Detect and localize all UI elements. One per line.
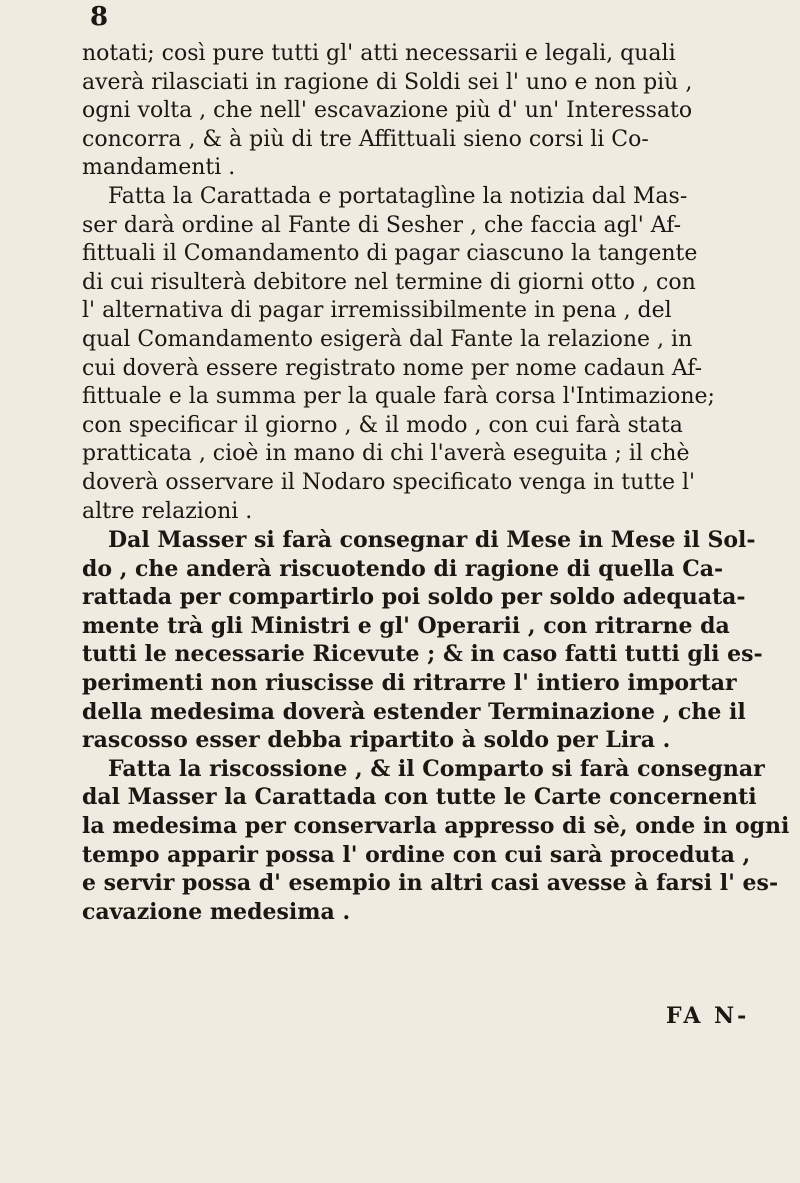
text-line: Fatta la Carattada e portataglìne la notizia dal Mas- — [108, 183, 688, 209]
text-line: la medesima per conservarla appresso di sè, onde in ogni — [82, 813, 790, 840]
text-line: ser darà ordine al Fante di Sesher , che faccia agl' Af- — [82, 212, 682, 238]
text-line: di cui risulterà debitore nel termine di giorni otto , con — [82, 269, 696, 295]
text-line: fittuale e la summa per la quale farà corsa l'Intimazione; — [82, 384, 715, 410]
text-line: tutti le necessarie Ricevute ; & in caso fatti tutti gli es- — [82, 641, 763, 668]
text-line: cavazione medesima . — [82, 898, 351, 925]
text-line: della medesima doverà estender Terminazione , che il — [82, 698, 746, 725]
text-line: mente trà gli Ministri e gl' Operarii , con ritrarne da — [82, 612, 730, 639]
page-number: 8 — [90, 2, 109, 32]
text-line: dal Masser la Carattada con tutte le Carte concernenti — [82, 784, 757, 811]
text-line: Fatta la riscossione , & il Comparto si farà consegnar — [108, 755, 765, 782]
text-line: pratticata , cioè in mano di chi l'averà eseguita ; il chè — [82, 441, 690, 467]
text-line: qual Comandamento esigerà dal Fante la relazione , in — [82, 326, 693, 352]
body-text — [82, 40, 790, 926]
paragraph — [82, 40, 772, 183]
paragraph — [82, 755, 790, 927]
paragraph — [82, 183, 772, 526]
text-line: tempo apparir possa l' ordine con cui sarà proceduta , — [82, 841, 751, 868]
text-line: fittuali il Comandamento di pagar ciascuno la tangente — [82, 241, 698, 267]
paragraph — [82, 526, 772, 755]
text-line: notati; così pure tutti gl' atti necessarii e legali, quali — [82, 41, 676, 66]
text-line: do , che anderà riscuotendo di ragione di quella Ca- — [82, 555, 724, 582]
text-line: Dal Masser si farà consegnar di Mese in Mese il Sol- — [108, 527, 756, 554]
text-line: altre relazioni . — [82, 498, 253, 524]
text-line: averà rilasciati in ragione di Soldi sei l' uno e non più , — [82, 69, 693, 95]
text-line: l' alternativa di pagar irremissibilmente in pena , del — [82, 298, 672, 324]
text-line: mandamenti . — [82, 155, 236, 181]
text-line: rascosso esser debba ripartito à soldo per Lira . — [82, 727, 671, 754]
text-line: concorra , & à più di tre Affittuali sieno corsi li Co- — [82, 126, 649, 152]
text-line: perimenti non riuscisse di ritrarre l' intiero importar — [82, 670, 737, 697]
text-line: rattada per compartirlo poi soldo per soldo adequata- — [82, 584, 746, 611]
text-line: e servir possa d' esempio in altri casi avesse à farsi l' es- — [82, 870, 779, 897]
catchword: FA N- — [666, 1003, 750, 1029]
text-line: con specificar il giorno , & il modo , con cui farà stata — [82, 412, 683, 438]
text-line: doverà osservare il Nodaro specificato venga in tutte l' — [82, 469, 696, 495]
text-line: cui doverà essere registrato nome per nome cadaun Af- — [82, 355, 703, 381]
text-line: ogni volta , che nell' escavazione più d' un' Interessato — [82, 98, 693, 124]
